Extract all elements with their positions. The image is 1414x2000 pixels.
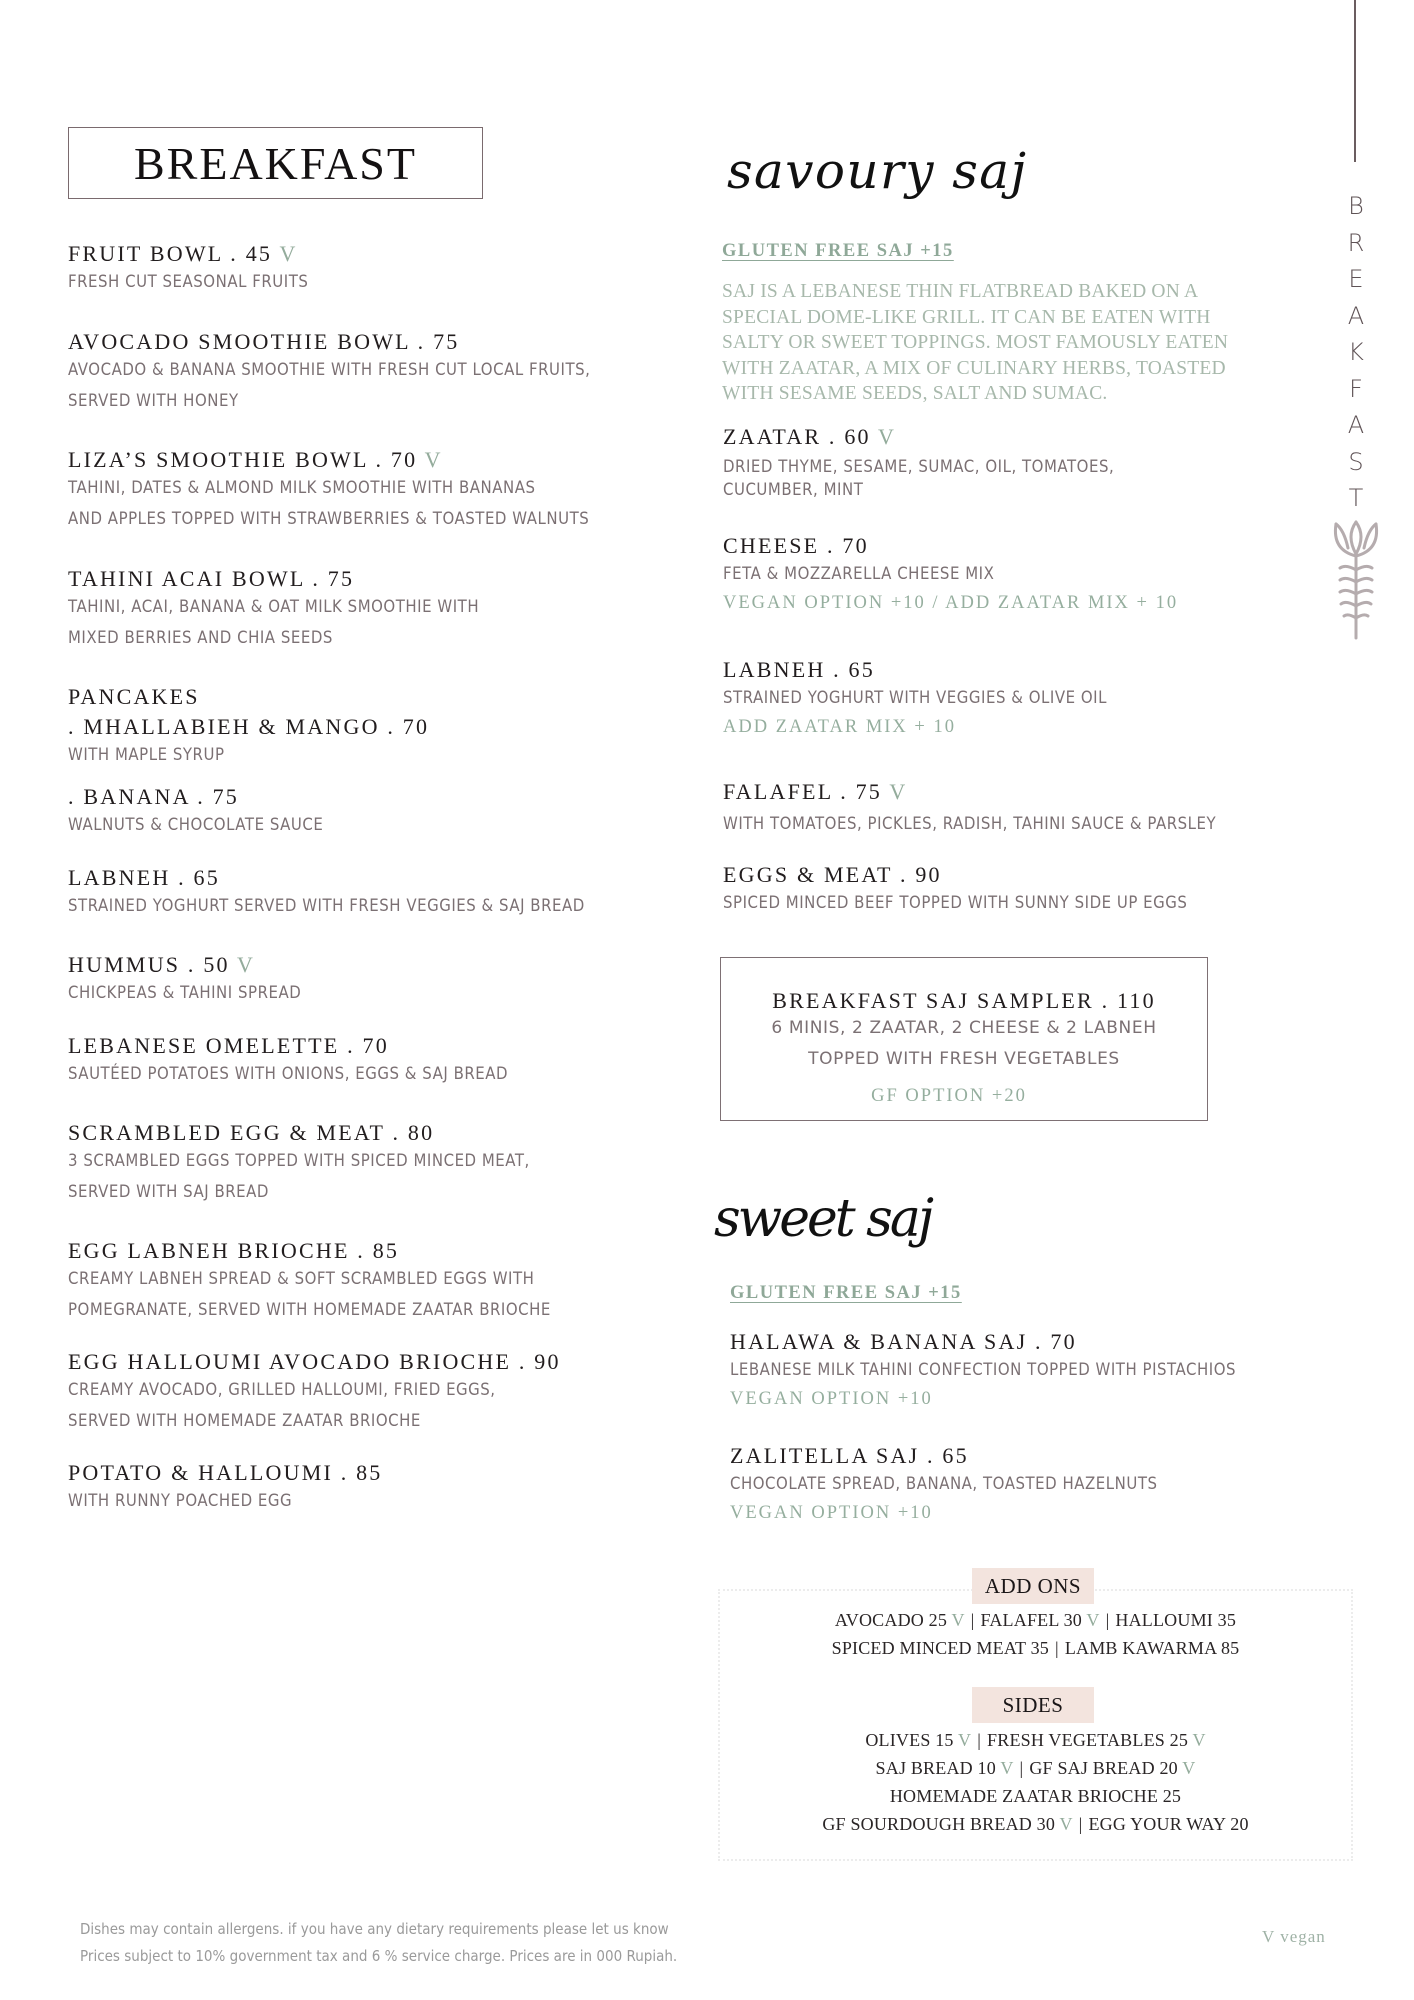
savoury-item: [723, 533, 1178, 614]
vegan-legend: V vegan: [1262, 1927, 1326, 1946]
item-desc: STRAINED YOGHURT WITH VEGGIES & OLIVE OIL: [723, 688, 1107, 708]
item-name: ZALITELLA SAJ . 65: [730, 1443, 969, 1468]
item-desc: FETA & MOZZARELLA CHEESE MIX: [723, 564, 995, 584]
sampler-option: GF OPTION +20: [871, 1086, 1027, 1106]
sides-label: SIDES: [972, 1687, 1094, 1723]
addons-line: SPICED MINCED MEAT 35 | LAMB KAWARMA 85: [831, 1638, 1240, 1658]
menu-item: [68, 241, 341, 298]
item-desc: TAHINI, ACAI, BANANA & OAT MILK SMOOTHIE WITH: [68, 597, 480, 617]
sweet-item: [730, 1443, 1216, 1524]
intro-line: WITH SESAME SEEDS, SALT AND SUMAC.: [722, 383, 1108, 404]
menu-item: [68, 1349, 561, 1437]
side-item: HOMEMADE ZAATAR BRIOCHE 25: [889, 1786, 1182, 1806]
item-name: HALAWA & BANANA SAJ . 70: [730, 1329, 1077, 1354]
item-name: LABNEH . 65: [723, 657, 875, 682]
gluten-free-note: GLUTEN FREE SAJ +15: [722, 241, 954, 261]
sampler-desc: 6 MINIS, 2 ZAATAR, 2 CHEESE & 2 LABNEH: [771, 1018, 1157, 1038]
sides-line: SAJ BREAD 10 V | GF SAJ BREAD 20 V: [875, 1758, 1196, 1778]
item-option: VEGAN OPTION +10: [730, 1503, 933, 1523]
item-name: EGG LABNEH BRIOCHE . 85: [68, 1238, 400, 1263]
flower-icon: [1328, 520, 1384, 640]
sweet-item: [730, 1329, 1305, 1410]
item-desc: LEBANESE MILK TAHINI CONFECTION TOPPED WITH PISTACHIOS: [730, 1360, 1237, 1380]
addon-item: AVOCADO 25: [834, 1610, 948, 1630]
item-name: AVOCADO SMOOTHIE BOWL . 75: [68, 329, 460, 354]
item-name: POTATO & HALLOUMI . 85: [68, 1460, 383, 1485]
menu-item-pancakes: [68, 684, 200, 710]
item-desc: CHICKPEAS & TAHINI SPREAD: [68, 983, 302, 1003]
sampler-name: BREAKFAST SAJ SAMPLER . 110: [772, 988, 1156, 1013]
addon-item: SPICED MINCED MEAT 35: [831, 1638, 1049, 1658]
side-item: OLIVES 15: [865, 1730, 954, 1750]
addon-item: HALLOUMI 35: [1115, 1610, 1237, 1630]
side-letter: A: [1347, 411, 1365, 439]
item-name: TAHINI ACAI BOWL . 75: [68, 566, 355, 591]
menu-item: [68, 329, 662, 417]
sides-line: [718, 1786, 1353, 1807]
sampler-desc: TOPPED WITH FRESH VEGETABLES: [808, 1049, 1120, 1069]
vegan-mark: V: [1000, 1758, 1014, 1778]
side-letter: R: [1347, 228, 1365, 257]
menu-item: [68, 952, 333, 1009]
item-desc: STRAINED YOGHURT SERVED WITH FRESH VEGGIES & SAJ BREAD: [68, 896, 585, 916]
side-item: GF SOURDOUGH BREAD 30: [822, 1814, 1056, 1834]
item-desc: TAHINI, DATES & ALMOND MILK SMOOTHIE WITH BANANAS: [68, 478, 536, 498]
savoury-item: [723, 657, 1159, 738]
svg-text:savoury saj: savoury saj: [727, 142, 1027, 200]
item-name: FALAFEL . 75: [723, 779, 883, 804]
allergen-note: Dishes may contain allergens. if you have any dietary requirements please let us know: [80, 1920, 669, 1938]
side-item: EGG YOUR WAY 20: [1088, 1814, 1249, 1834]
sides-line: OLIVES 15 V | FRESH VEGETABLES 25 V: [865, 1730, 1206, 1750]
price-note: Prices subject to 10% government tax and 6 % service charge. Prices are in 000 Rupiah.: [80, 1947, 678, 1965]
vegan-mark: V: [889, 779, 908, 804]
intro-line: SAJ IS A LEBANESE THIN FLATBREAD BAKED ON A: [722, 281, 1199, 302]
item-desc: WALNUTS & CHOCOLATE SAUCE: [68, 815, 324, 835]
side-letter: A: [1347, 301, 1365, 330]
item-desc: DRIED THYME, SESAME, SUMAC, OIL, TOMATOES,: [723, 457, 1115, 477]
savoury-saj-heading: [725, 140, 1045, 220]
item-name: PANCAKES: [68, 684, 200, 709]
item-desc: CREAMY AVOCADO, GRILLED HALLOUMI, FRIED EGGS,: [68, 1380, 496, 1400]
item-desc: POMEGRANATE, SERVED WITH HOMEMADE ZAATAR BRIOCHE: [68, 1300, 551, 1320]
vegan-mark: V: [1192, 1730, 1206, 1750]
item-desc: CHOCOLATE SPREAD, BANANA, TOASTED HAZELNUTS: [730, 1474, 1158, 1494]
item-name: . BANANA . 75: [68, 784, 239, 809]
side-item: SAJ BREAD 10: [875, 1758, 996, 1778]
vegan-mark: V: [958, 1730, 972, 1750]
item-desc: WITH TOMATOES, PICKLES, RADISH, TAHINI SAUCE & PARSLEY: [723, 814, 1217, 834]
item-desc: CUCUMBER, MINT: [723, 480, 864, 500]
sampler-box: [720, 957, 1208, 1121]
item-desc: WITH RUNNY POACHED EGG: [68, 1491, 293, 1511]
item-desc: 3 SCRAMBLED EGGS TOPPED WITH SPICED MINCED MEAT,: [68, 1151, 530, 1171]
intro-line: WITH ZAATAR, A MIX OF CULINARY HERBS, TOASTED: [722, 357, 1226, 379]
savoury-item: [723, 424, 1168, 502]
menu-item: [68, 1238, 617, 1326]
item-desc: WITH MAPLE SYRUP: [68, 745, 225, 765]
menu-item: [68, 714, 429, 771]
intro-line: SALTY OR SWEET TOPPINGS. MOST FAMOUSLY EATEN: [722, 332, 1229, 353]
vegan-mark: V: [1086, 1610, 1100, 1630]
gluten-free-note: GLUTEN FREE SAJ +15: [730, 1283, 962, 1303]
item-name: LEBANESE OMELETTE . 70: [68, 1033, 389, 1058]
item-desc: SPICED MINCED BEEF TOPPED WITH SUNNY SIDE UP EGGS: [723, 893, 1188, 913]
item-name: SCRAMBLED EGG & MEAT . 80: [68, 1120, 435, 1145]
item-name: LABNEH . 65: [68, 865, 220, 890]
vegan-mark: V: [237, 952, 256, 977]
item-option: ADD ZAATAR MIX + 10: [723, 717, 956, 737]
sides-line: GF SOURDOUGH BREAD 30 V | EGG YOUR WAY 20: [822, 1814, 1249, 1834]
side-letter: F: [1349, 374, 1363, 403]
item-name: EGGS & MEAT . 90: [723, 862, 942, 887]
saj-intro: [722, 279, 1228, 407]
item-option: VEGAN OPTION +10: [730, 1389, 933, 1409]
savoury-item: [723, 779, 1283, 840]
menu-item: [68, 1033, 568, 1090]
menu-item: [68, 784, 358, 841]
item-desc: SERVED WITH HONEY: [68, 391, 239, 411]
item-name: FRUIT BOWL . 45: [68, 241, 273, 266]
savoury-item: [723, 862, 1251, 919]
side-letter: E: [1348, 265, 1364, 293]
side-letter: S: [1348, 447, 1364, 476]
intro-line: SPECIAL DOME-LIKE GRILL. IT CAN BE EATEN WITH: [722, 306, 1211, 328]
item-desc: SAUTÉED POTATOES WITH ONIONS, EGGS & SAJ BREAD: [68, 1064, 509, 1084]
item-name: LIZA’S SMOOTHIE BOWL . 70: [68, 447, 418, 472]
side-letter: B: [1348, 192, 1364, 220]
item-desc: AND APPLES TOPPED WITH STRAWBERRIES & TOASTED WALNUTS: [68, 509, 590, 529]
item-desc: AVOCADO & BANANA SMOOTHIE WITH FRESH CUT LOCAL FRUITS,: [68, 360, 591, 380]
item-option: VEGAN OPTION +10 / ADD ZAATAR MIX + 10: [723, 593, 1179, 613]
page-title-box: [68, 127, 483, 199]
item-name: EGG HALLOUMI AVOCADO BRIOCHE . 90: [68, 1349, 561, 1374]
vegan-mark: V: [1059, 1814, 1073, 1834]
menu-item: [68, 447, 660, 535]
side-label-vertical: [1341, 188, 1371, 517]
vegan-mark: V: [878, 424, 897, 449]
menu-item: [68, 865, 655, 922]
vegan-mark: V: [951, 1610, 965, 1630]
item-desc: SERVED WITH HOMEMADE ZAATAR BRIOCHE: [68, 1411, 421, 1431]
menu-item: [68, 1460, 383, 1517]
item-name: ZAATAR . 60: [723, 424, 871, 449]
addon-item: LAMB KAWARMA 85: [1064, 1638, 1240, 1658]
item-name: CHEESE . 70: [723, 533, 869, 558]
item-desc: CREAMY LABNEH SPREAD & SOFT SCRAMBLED EGGS WITH: [68, 1269, 535, 1289]
side-item: FRESH VEGETABLES 25: [987, 1730, 1189, 1750]
menu-item: [68, 566, 535, 654]
side-letter: K: [1348, 338, 1364, 366]
vegan-mark: V: [424, 447, 443, 472]
menu-item: [68, 1120, 593, 1208]
side-item: GF SAJ BREAD 20: [1029, 1758, 1178, 1778]
addon-item: FALAFEL 30: [980, 1610, 1082, 1630]
addons-label: ADD ONS: [972, 1568, 1094, 1604]
item-desc: SERVED WITH SAJ BREAD: [68, 1182, 269, 1202]
item-desc: MIXED BERRIES AND CHIA SEEDS: [68, 628, 333, 648]
item-name: HUMMUS . 50: [68, 952, 230, 977]
sweet-saj-heading: [712, 1180, 952, 1270]
vertical-divider: [1354, 0, 1356, 162]
addons-line: AVOCADO 25 V | FALAFEL 30 V | HALLOUMI 35: [834, 1610, 1237, 1630]
vegan-mark: V: [279, 241, 298, 266]
item-name: . MHALLABIEH & MANGO . 70: [68, 714, 430, 739]
item-desc: FRESH CUT SEASONAL FRUITS: [68, 272, 309, 292]
side-letter: T: [1348, 484, 1364, 512]
svg-text:sweet saj: sweet saj: [714, 1189, 934, 1249]
page-title: BREAKFAST: [134, 137, 417, 189]
vegan-mark: V: [1182, 1758, 1196, 1778]
